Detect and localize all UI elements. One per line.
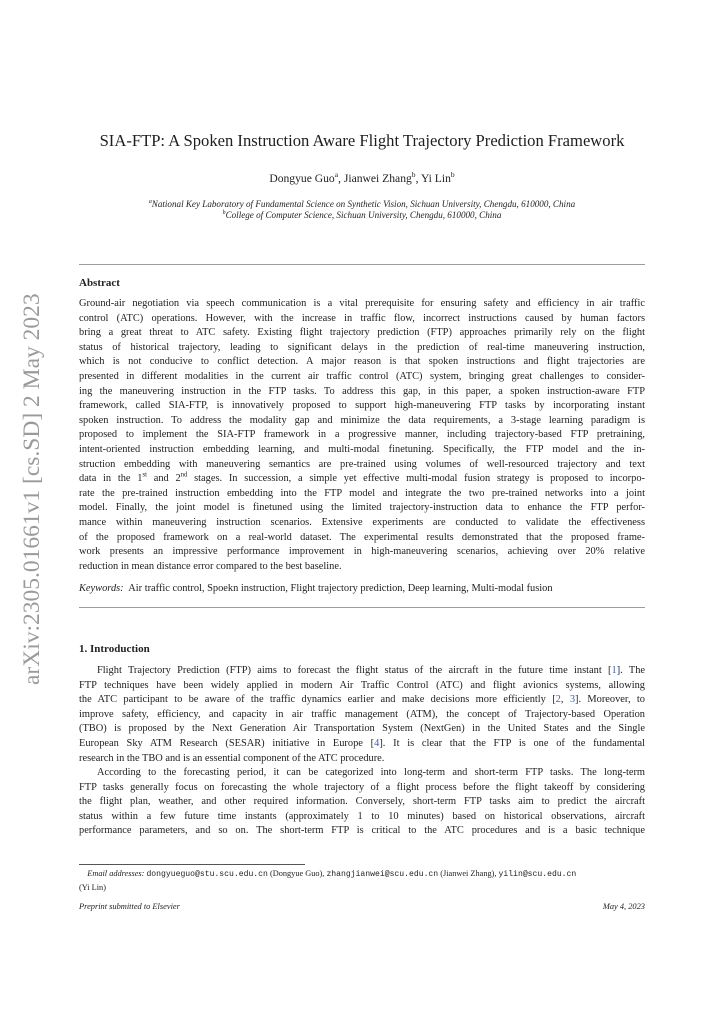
footer-date: May 4, 2023: [602, 902, 645, 911]
paragraph-line: performance parameters, and so on. The short-term FTP is critical to the ATC procedures and is a basic technique: [79, 825, 645, 837]
abstract-line: control (ATC) operations. However, with the increase in traffic flow, incorrect instructions caused by human factors: [79, 312, 645, 324]
keywords-label: Keywords:: [79, 583, 124, 594]
paragraph-line: the ATC participant to be aware of the traffic dynamics earlier and make decisions more efficiently [2, 3]. Moreover, to: [79, 694, 645, 706]
email-owner: (Jianwei Zhang),: [440, 869, 497, 878]
abstract-line: model. Finally, the joint model is finetuned using the limited trajectory-instruction data to enhance the FTP perfor-: [79, 502, 645, 514]
paragraph-line: status within a few future time instants (approximately 1 to 10 minutes) based on historical observations, aircraft: [79, 810, 645, 822]
abstract-heading: Abstract: [79, 277, 120, 289]
abstract-line: rate the pre-trained instruction embedding into the FTP model and integrate the two pre-trained networks into a joint: [79, 487, 645, 499]
paragraph-line: (TBO) is proposed by the Next Generation Air Transportation System (NextGen) in the United States and the Single: [79, 723, 645, 735]
paragraph-line: European Sky ATM Research (SESAR) initiative in Europe [4]. It is clear that the FTP is one of the fundamental: [79, 737, 645, 749]
citation-link[interactable]: 3: [569, 694, 576, 706]
author-name: Dongyue Guo: [269, 172, 335, 185]
introduction-paragraph-1: [79, 664, 645, 766]
abstract-line: ing the maneuvering instruction in the FTP tasks. To address this gap, in this paper, a spoken instruction-aware FTP: [79, 385, 645, 397]
keywords: [79, 583, 553, 594]
abstract-bottom-rule: [79, 607, 645, 608]
introduction-paragraph-2: [79, 766, 645, 839]
citation-link[interactable]: 4: [374, 737, 380, 749]
abstract-line: bring a great threat to ATC safety. Existing flight trajectory prediction (FTP) approaches primarily rely on the flight: [79, 327, 645, 339]
footnote-emails: [79, 868, 645, 894]
paragraph-line: Flight Trajectory Prediction (FTP) aims to forecast the flight status of the aircraft in the future time instant [1]. The: [97, 665, 646, 676]
abstract-line: struction embedding with maneuvering semantics are pre-trained using volumes of well-resourced trajectory and text: [79, 458, 645, 470]
paragraph-line: research in the TBO and is an essential component of the ATC procedure.: [79, 752, 385, 764]
affiliation-a: [0, 199, 724, 209]
paper-title: SIA-FTP: A Spoken Instruction Aware Flight Trajectory Prediction Framework: [99, 131, 625, 150]
affiliation-mark: a: [148, 198, 152, 205]
abstract-line: work presents an impressive performance improvement in high-maneuvering scenarios, achieving over 20% relative: [79, 546, 645, 558]
abstract-line: presented in different modalities in the current air traffic control (ATC) system, bringing great challenges to consider-: [79, 370, 645, 382]
abstract-line: Ground-air negotiation via speech communication is a vital prerequisite for ensuring safety and efficiency in air traffic: [79, 298, 645, 309]
arxiv-identifier: arXiv:2305.01661v1 [cs.SD] 2 May 2023: [19, 293, 45, 686]
author-affiliation-mark: b: [450, 170, 455, 180]
abstract-line: data in the 1st and 2nd stages. In succession, a simple yet effective multi-modal fusion strategy is proposed to incorpo-: [79, 471, 645, 485]
author-list: Dongyue Guo$^a$, Jianwei Zhang$^b$, Yi Lin$^b$: [269, 170, 455, 185]
paragraph-line: FTP tasks generally focus on forecasting the whole trajectory of a flight process before the flight takeoff by considering: [79, 781, 645, 793]
abstract-line: which is not conducive to conflict detection. A major reason is that spoken instructions and flight trajectories are: [79, 356, 645, 368]
email-owner: (Dongyue Guo),: [269, 869, 325, 878]
footnote-label: Email addresses:: [87, 869, 145, 878]
author-affiliation-mark: a: [334, 170, 339, 180]
citation-link[interactable]: 2: [555, 694, 561, 706]
email-link[interactable]: zhangjianwei@scu.edu.cn: [326, 870, 439, 879]
email-link[interactable]: yilin@scu.edu.cn: [498, 870, 577, 879]
footnote-rule: [79, 864, 305, 865]
affiliation-b: [0, 210, 724, 220]
keywords-text: Air traffic control, Spoekn instruction, Flight trajectory prediction, Deep learning, Multi-modal fusion: [128, 583, 553, 594]
paragraph-line: improve safety, efficiency, and capacity in air traffic management (ATM), the concept of Trajectory-based Operation: [79, 708, 645, 720]
footer-preprint-note: Preprint submitted to Elsevier: [79, 902, 180, 911]
author-name: Yi Lin: [420, 172, 451, 185]
abstract-line: intent-oriented instruction embedding learning, and multi-modal finetuning. Specifically, the FTP model and the in-: [79, 443, 645, 455]
paragraph-line: FTP techniques have been widely applied in modern Air Traffic Control (ATC) and flight avionics systems, allowing: [79, 679, 645, 691]
author-name: Jianwei Zhang: [343, 172, 412, 185]
affiliation-text: College of Computer Science, Sichuan University, Chengdu, 610000, China: [225, 210, 502, 220]
abstract-line: proposed to implement the SIA-FTP framework in a progressive manner, including trajectory-based FTP pretraining,: [79, 429, 645, 441]
paragraph-line: According to the forecasting period, it can be categorized into long-term and short-term FTP tasks. The long-term: [97, 767, 645, 778]
abstract-line: mance within maneuvering instruction scenarios. Extensive experiments are conducted to validate the effectiveness: [79, 516, 645, 528]
email-owner: (Yi Lin): [79, 882, 106, 892]
email-link[interactable]: dongyueguo@stu.scu.edu.cn: [146, 870, 268, 879]
abstract-line: reduction in mean distance error compared to the best baseline.: [79, 560, 342, 572]
paragraph-line: the flight plan, weather, and other required information. Conversely, short-term FTP tasks aim to predict the aircraft: [79, 796, 645, 808]
author-affiliation-mark: b: [411, 170, 416, 180]
citation-link[interactable]: 1: [611, 665, 617, 676]
abstract-line: framework, called SIA-FTP, is innovatively proposed to support high-maneuvering FTP tasks by incorporating instant: [79, 400, 645, 412]
abstract-body: [79, 297, 645, 574]
abstract-line: of the proposed framework on a real-world dataset. The experimental results demonstrated that the proposed frame-: [79, 531, 645, 543]
affiliation-text: National Key Laboratory of Fundamental Science on Synthetic Vision, Sichuan University, Chengdu, 610000, China: [151, 199, 576, 209]
abstract-top-rule: [79, 264, 645, 265]
affiliation-mark: b: [222, 209, 226, 216]
section-heading-introduction: 1. Introduction: [79, 643, 150, 655]
abstract-line: spoken instruction. To address the modality gap and minimize the data requirements, a 3-stage learning paradigm is: [79, 414, 645, 426]
abstract-line: status of historical trajectory, leading to significant delays in the prediction of real-time maneuvering instruction,: [79, 341, 645, 353]
